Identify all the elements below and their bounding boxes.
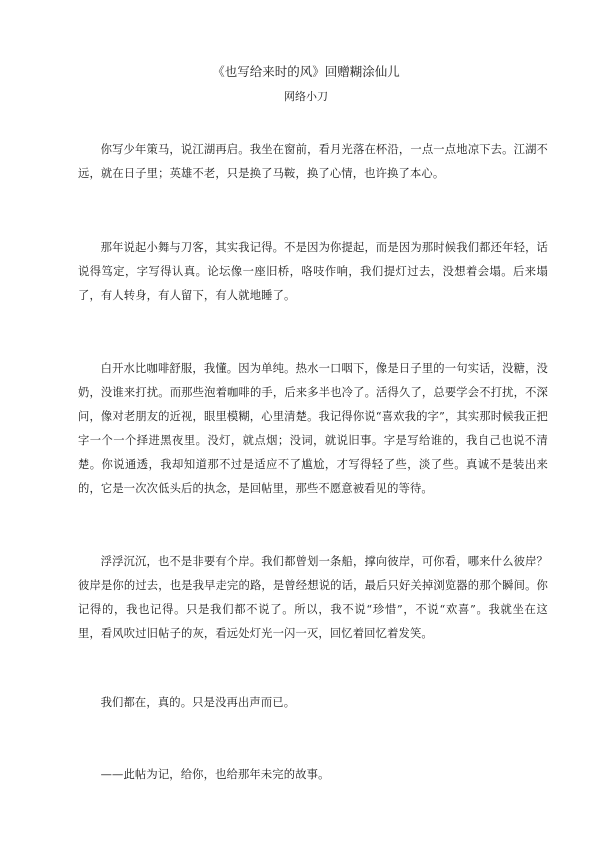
document-title: 《也写给来时的风》回赠糊涂仙儿 xyxy=(212,64,400,79)
paragraph-6-signoff: ——此帖为记，给你，也给那年未完的故事。 xyxy=(100,768,330,781)
paragraph-2: 那年说起小舞与刀客，其实我记得。不是因为你提起，而是因为那时候我们都还年轻，话说得笃定，字写得认真。论坛像一座旧桥，咯吱作响，我们提灯过去，没想着会塌。后来塌了，有人转身，有人留下，有人就地睡了。 xyxy=(78,241,548,302)
paragraph-4: 浮浮沉沉，也不是非要有个岸。我们都曾划一条船，撑向彼岸，可你看，哪来什么彼岸？彼岸是你的过去，也是我早走完的路，是曾经想说的话，最后只好关掉浏览器的那个瞬间。你记得的，我也记得。只是我们都不说了。所以，我不说“珍惜”，不说“欢喜”。我就坐在这里，看风吹过旧帖子的灰，看远处灯光一闪一灭，回忆着回忆着发笑。 xyxy=(78,555,548,640)
paragraph-1: 你写少年策马，说江湖再启。我坐在窗前，看月光落在杯沿，一点一点地凉下去。江湖不远，就在日子里；英雄不老，只是换了马鞍，换了心情，也许换了本心。 xyxy=(78,143,548,180)
document-author: 网络小刀 xyxy=(284,90,328,103)
paragraph-5: 我们都在，真的。只是没再出声而已。 xyxy=(100,696,296,709)
paragraph-3: 白开水比咖啡舒服，我懂。因为单纯。热水一口咽下，像是日子里的一句实话，没糖，没奶，没谁来打扰。而那些泡着咖啡的手，后来多半也冷了。活得久了，总要学会不打扰，不深问，像对老朋友的近视，眼里模糊，心里清楚。我记得你说“喜欢我的字”，其实那时候我正把字一个一个择进黑夜里。没灯，就点烟；没词，就说旧事。字是写给谁的，我自己也说不清楚。你说通透，我却知道那不过是适应不了尴尬，才写得轻了些，淡了些。真诚不是装出来的，它是一次次低头后的执念，是回帖里，那些不愿意被看见的等待。 xyxy=(78,362,548,495)
